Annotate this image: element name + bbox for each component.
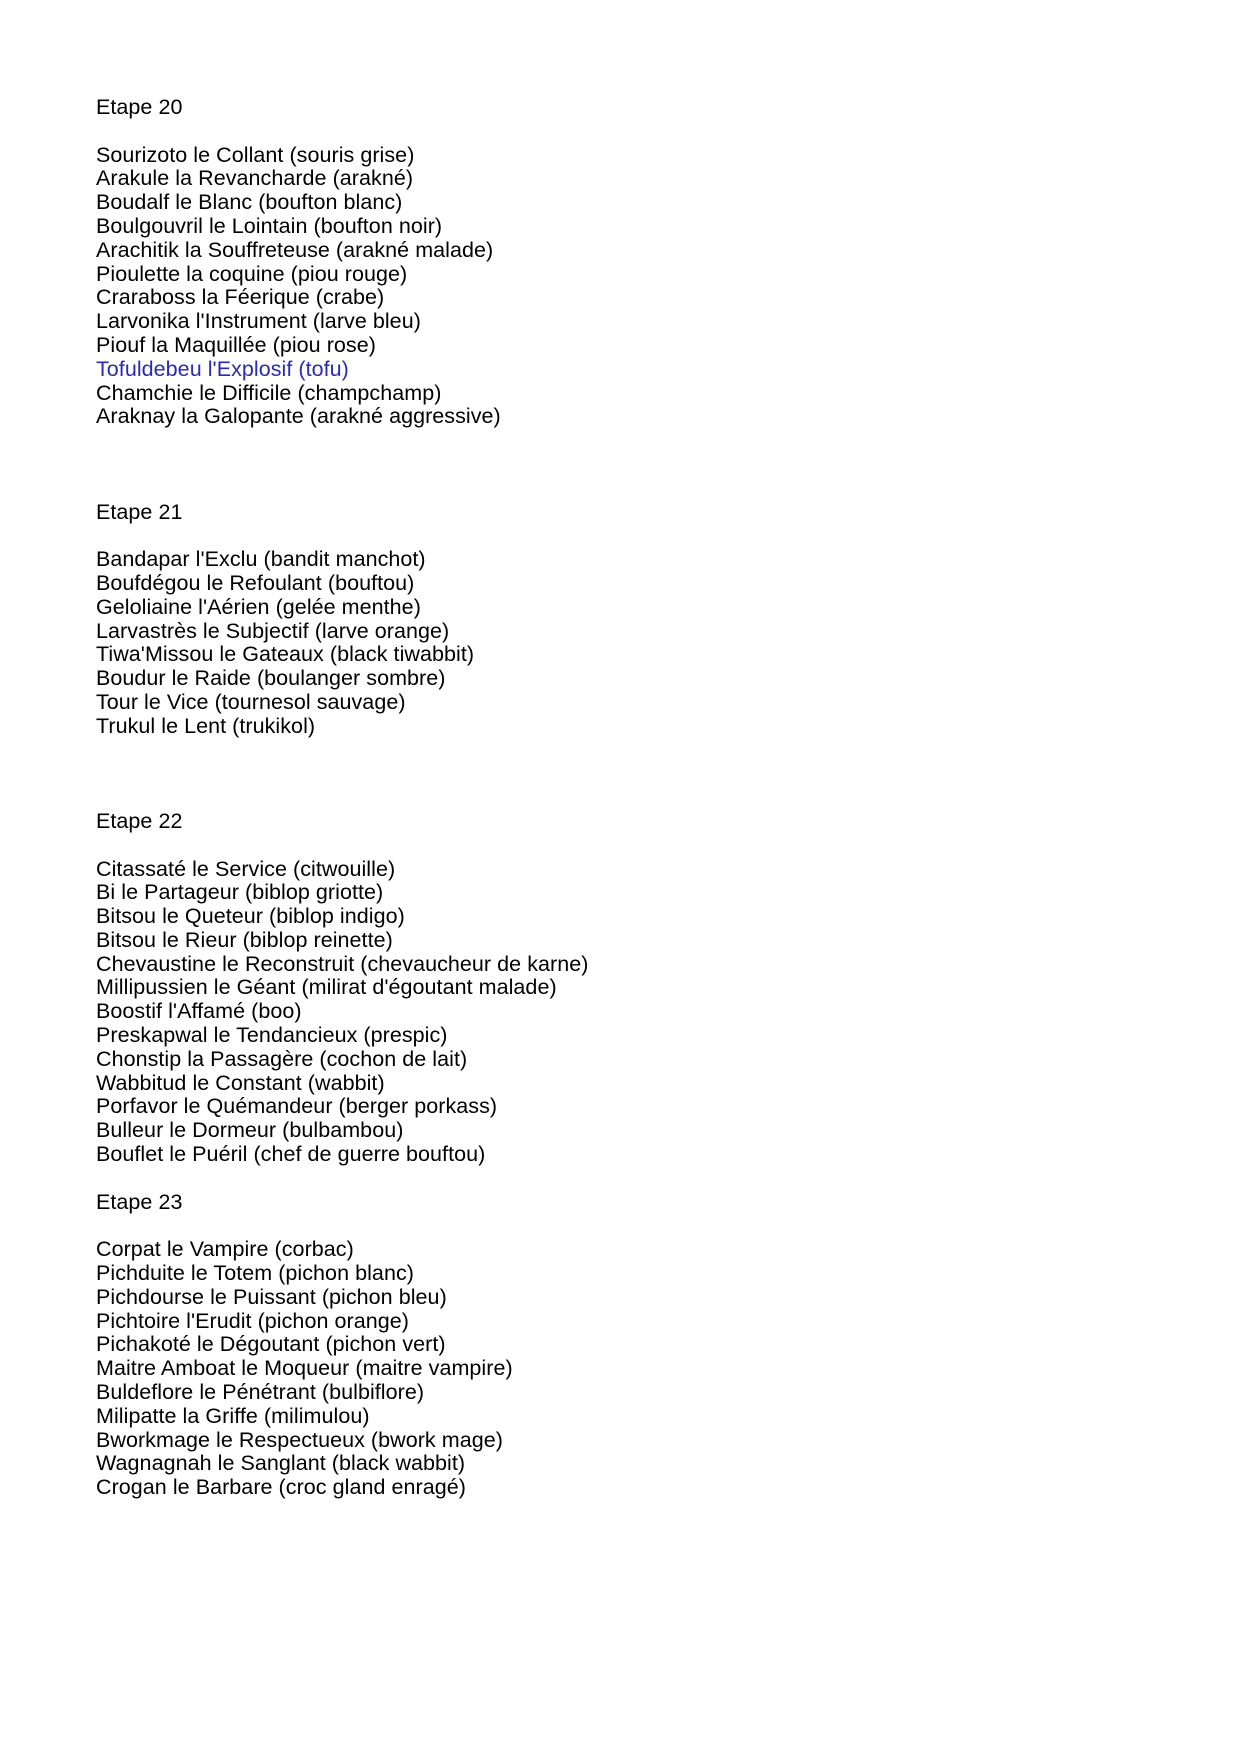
monster-entry: Larvonika l'Instrument (larve bleu) [96, 309, 421, 334]
monster-entry: Bitsou le Rieur (biblop reinette) [96, 927, 393, 952]
monster-entry: Preskapwal le Tendancieux (prespic) [96, 1023, 448, 1048]
monster-entry: Araknay la Galopante (arakné aggressive) [96, 404, 501, 429]
monster-entry: Pichakoté le Dégoutant (pichon vert) [96, 1332, 446, 1357]
monster-entry: Boudur le Raide (boulanger sombre) [96, 666, 446, 691]
blank-line [96, 1214, 1145, 1238]
monster-entry: Buldeflore le Pénétrant (bulbiflore) [96, 1380, 425, 1405]
monster-entry: Pioulette la coquine (piou rouge) [96, 261, 408, 286]
blank-line [96, 1167, 1145, 1191]
monster-entry: Bulleur le Dormeur (bulbambou) [96, 1118, 404, 1143]
monster-list [96, 1238, 1145, 1500]
monster-list [96, 858, 1145, 1167]
monster-entry: Wagnagnah le Sanglant (black wabbit) [96, 1451, 466, 1476]
monster-entry: Bandapar l'Exclu (bandit manchot) [96, 547, 426, 572]
blank-line [96, 453, 1145, 477]
monster-entry: Crogan le Barbare (croc gland enragé) [96, 1475, 466, 1500]
blank-line [96, 739, 1145, 763]
monster-entry: Arakule la Revancharde (arakné) [96, 166, 414, 191]
monster-entry: Citassaté le Service (citwouille) [96, 856, 396, 881]
monster-entry: Boostif l'Affamé (boo) [96, 999, 302, 1024]
etape-heading: Etape 21 [96, 499, 183, 524]
monster-entry: Bouflet le Puéril (chef de guerre bouftou) [96, 1142, 486, 1167]
etape-section [96, 810, 1145, 1191]
monster-entry: Millipussien le Géant (milirat d'égoutant malade) [96, 975, 557, 1000]
blank-line [96, 762, 1145, 786]
monster-entry: Chamchie le Difficile (champchamp) [96, 380, 442, 405]
monster-list [96, 548, 1145, 738]
etape-section [96, 1191, 1145, 1500]
monster-entry: Maitre Amboat le Moqueur (maitre vampire) [96, 1356, 513, 1381]
etape-section [96, 501, 1145, 810]
monster-entry: Wabbitud le Constant (wabbit) [96, 1070, 385, 1095]
monster-entry: Pichtoire l'Erudit (pichon orange) [96, 1308, 409, 1333]
blank-line [96, 477, 1145, 501]
blank-line [96, 429, 1145, 453]
monster-entry: Boufdégou le Refoulant (bouftou) [96, 570, 415, 595]
etape-heading: Etape 20 [96, 95, 183, 119]
document-body [96, 96, 1145, 1500]
monster-entry: Boulgouvril le Lointain (boufton noir) [96, 213, 443, 238]
etape-heading: Etape 23 [96, 1189, 183, 1214]
monster-entry: Pichduite le Totem (pichon blanc) [96, 1261, 414, 1286]
monster-entry: Tiwa'Missou le Gateaux (black tiwabbit) [96, 642, 475, 667]
monster-entry: Tofuldebeu l'Explosif (tofu) [96, 356, 349, 381]
blank-line [96, 524, 1145, 548]
monster-entry: Corpat le Vampire (corbac) [96, 1237, 354, 1262]
monster-entry: Boudalf le Blanc (boufton blanc) [96, 190, 403, 215]
etape-section [96, 96, 1145, 501]
monster-entry: Chevaustine le Reconstruit (chevaucheur de karne) [96, 951, 589, 976]
monster-entry: Bworkmage le Respectueux (bwork mage) [96, 1427, 503, 1452]
monster-entry: Sourizoto le Collant (souris grise) [96, 142, 415, 167]
monster-entry: Craraboss la Féerique (crabe) [96, 285, 385, 310]
monster-entry: Milipatte la Griffe (milimulou) [96, 1403, 370, 1428]
monster-list [96, 144, 1145, 430]
blank-line [96, 786, 1145, 810]
monster-entry: Piouf la Maquillée (piou rose) [96, 332, 376, 357]
blank-line [96, 834, 1145, 858]
etape-heading: Etape 22 [96, 808, 183, 833]
monster-entry: Larvastrès le Subjectif (larve orange) [96, 618, 450, 643]
monster-entry: Porfavor le Quémandeur (berger porkass) [96, 1094, 498, 1119]
monster-entry: Pichdourse le Puissant (pichon bleu) [96, 1284, 447, 1309]
blank-line [96, 120, 1145, 144]
monster-entry: Chonstip la Passagère (cochon de lait) [96, 1046, 468, 1071]
monster-entry: Tour le Vice (tournesol sauvage) [96, 689, 406, 714]
monster-entry: Trukul le Lent (trukikol) [96, 713, 316, 738]
monster-entry: Bi le Partageur (biblop griotte) [96, 880, 384, 905]
monster-entry: Bitsou le Queteur (biblop indigo) [96, 904, 405, 929]
monster-entry: Geloliaine l'Aérien (gelée menthe) [96, 594, 421, 619]
monster-entry: Arachitik la Souffreteuse (arakné malade) [96, 237, 494, 262]
